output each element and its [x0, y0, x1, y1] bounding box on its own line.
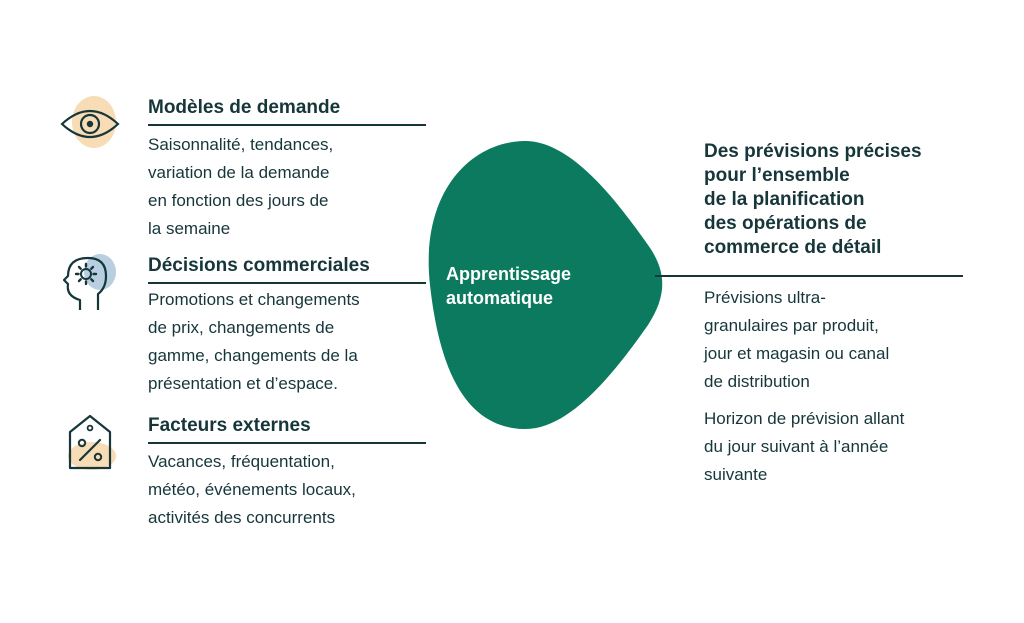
text-line: granulaires par produit, — [704, 316, 879, 335]
text-line: variation de la demande — [148, 163, 330, 182]
output-divider — [655, 275, 963, 277]
text-line: en fonction des jours de — [148, 191, 329, 210]
text-line: Vacances, fréquentation, — [148, 452, 335, 471]
text-line: des opérations de — [704, 213, 867, 234]
output-paragraph-horizon — [704, 405, 974, 489]
input-title-commercial: Décisions commerciales — [148, 255, 370, 276]
text-line: Promotions et changements — [148, 290, 360, 309]
text-line: commerce de détail — [704, 237, 882, 258]
input-title-demand: Modèles de demande — [148, 97, 341, 118]
input-body-demand — [148, 131, 333, 243]
eye-icon — [58, 94, 122, 158]
text-line: météo, événements locaux, — [148, 480, 356, 499]
text-line: Prévisions ultra- — [704, 288, 826, 307]
text-line: Horizon de prévision allant — [704, 409, 905, 428]
input-divider-demand — [148, 124, 426, 126]
input-title-external: Facteurs externes — [148, 415, 311, 436]
text-line: gamme, changements de la — [148, 346, 358, 365]
input-divider-commercial — [148, 282, 426, 284]
text-line: du jour suivant à l’année — [704, 437, 889, 456]
input-divider-external — [148, 442, 426, 444]
text-line: suivante — [704, 465, 768, 484]
text-line: automatique — [446, 288, 554, 308]
text-line: Des prévisions précises — [704, 141, 922, 162]
percent-tag-icon — [58, 410, 122, 474]
machine-learning-label — [418, 262, 636, 310]
text-line: activités des concurrents — [148, 508, 336, 527]
output-paragraph-granularity — [704, 284, 974, 396]
text-line: de prix, changements de — [148, 318, 335, 337]
text-line: de la planification — [704, 189, 865, 210]
text-line: pour l’ensemble — [704, 165, 850, 186]
input-body-commercial — [148, 286, 360, 398]
input-body-external — [148, 448, 356, 532]
text-line: jour et magasin ou canal — [704, 344, 890, 363]
text-line: Saisonnalité, tendances, — [148, 135, 334, 154]
text-line: la semaine — [148, 219, 231, 238]
text-line: Apprentissage — [446, 264, 572, 284]
text-line: présentation et d’espace. — [148, 374, 338, 393]
text-line: de distribution — [704, 372, 810, 391]
output-title — [704, 140, 974, 260]
head-gear-icon — [58, 252, 122, 316]
